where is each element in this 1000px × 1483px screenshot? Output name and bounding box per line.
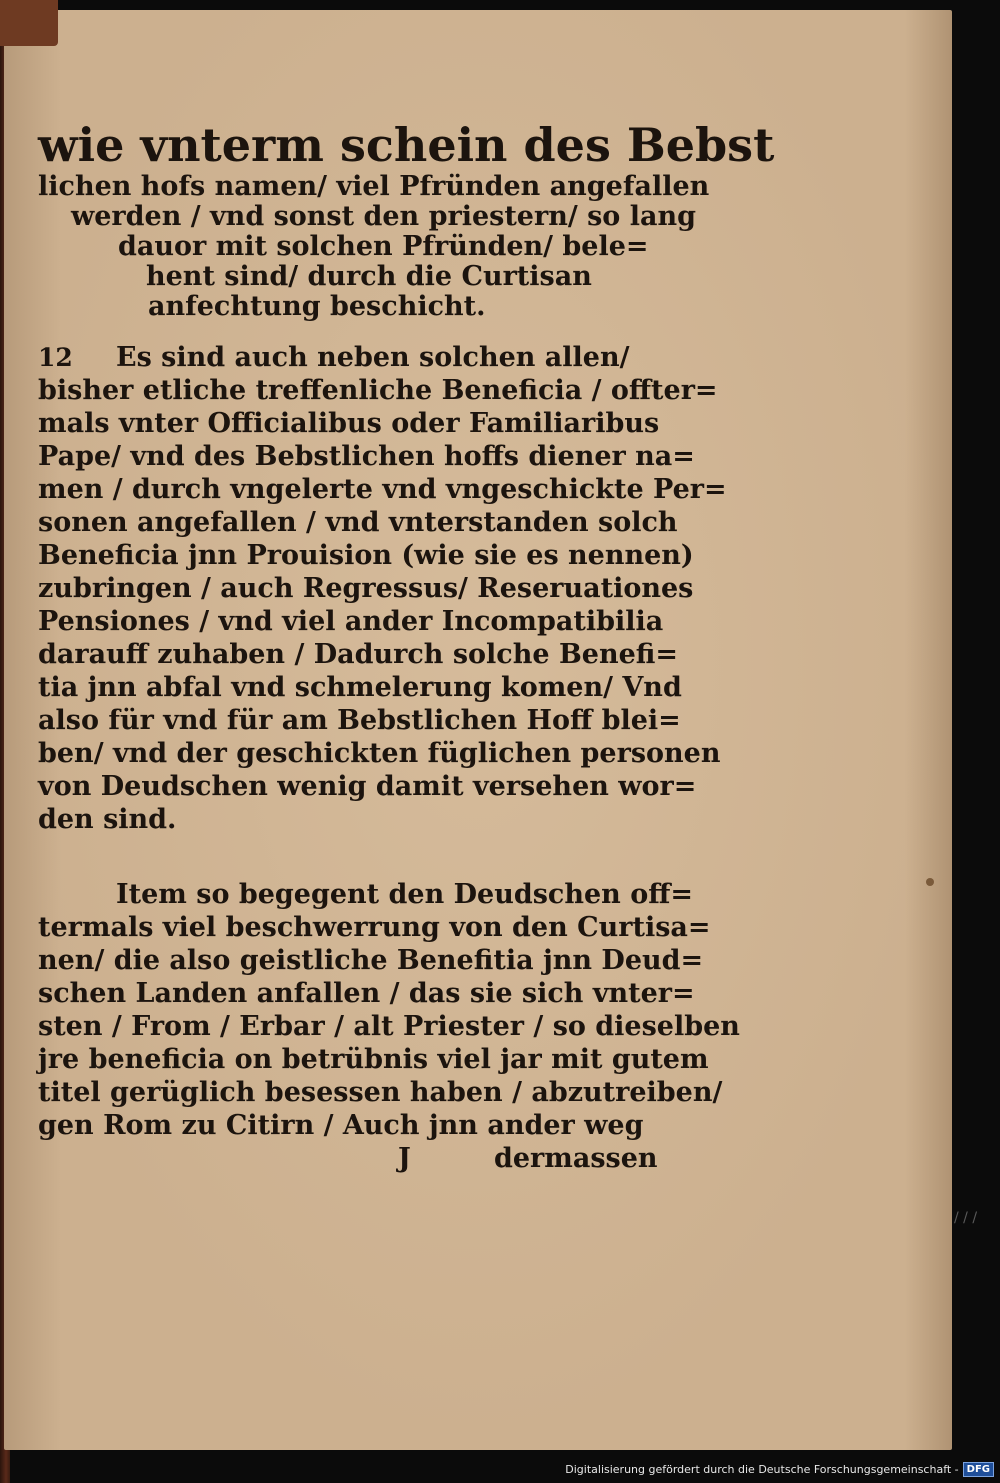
- paragraph-line: bisher etliche treffenliche Beneficia / offter=: [38, 374, 718, 406]
- paragraph-line: nen/ die also geistliche Benefitia jnn Deud=: [38, 944, 704, 976]
- paragraph-line: zubringen / auch Regressus/ Reseruationes: [38, 572, 694, 604]
- paragraph-line: tia jnn abfal vnd schmelerung komen/ Vnd: [38, 671, 682, 703]
- paragraph-line: sonen angefallen / vnd vnterstanden solch: [38, 506, 678, 538]
- heading-line-2: lichen hofs namen/ viel Pfründen angefallen: [38, 170, 710, 202]
- paragraph-line: sten / From / Erbar / alt Priester / so dieselben: [38, 1010, 740, 1042]
- paragraph-line: also für vnd für am Bebstlichen Hoff blei=: [38, 704, 681, 736]
- digitization-footer: [565, 1459, 994, 1479]
- paragraph-line: von Deudschen wenig damit versehen wor=: [38, 770, 697, 802]
- paragraph-line: ben/ vnd der geschickten füglichen personen: [38, 737, 721, 769]
- paragraph-line: gen Rom zu Citirn / Auch jnn ander weg: [38, 1109, 644, 1141]
- dfg-logo-icon: DFG: [963, 1462, 994, 1477]
- paragraph-2: [38, 878, 740, 1142]
- page-text: [38, 118, 775, 1175]
- paragraph-1: [38, 341, 727, 836]
- catchline: [38, 1142, 658, 1175]
- paragraph-line: Item so begegent den Deudschen off=: [116, 878, 693, 910]
- paragraph-line: Beneficia jnn Prouision (wie sie es nennen): [38, 539, 694, 571]
- paragraph-line: titel gerüglich besessen haben / abzutreiben/: [38, 1076, 723, 1108]
- paragraph-line: jre beneficia on betrübnis viel jar mit gutem: [38, 1043, 709, 1075]
- heading-line-3: werden / vnd sonst den priestern/ so lang: [71, 200, 696, 232]
- ink-spot: [926, 878, 934, 886]
- heading-line-4: dauor mit solchen Pfründen/ bele=: [118, 230, 649, 262]
- catchword: dermassen: [494, 1142, 658, 1174]
- paragraph-line: Pape/ vnd des Bebstlichen hoffs diener na=: [38, 440, 695, 472]
- paragraph-line: Pensiones / vnd viel ander Incompatibilia: [38, 605, 664, 637]
- paragraph-line: termals viel beschwerrung von den Curtisa=: [38, 911, 711, 943]
- footer-credit: Digitalisierung gefördert durch die Deutsche Forschungsgemeinschaft -: [565, 1462, 959, 1476]
- scan-artifact: / / /: [954, 1210, 978, 1226]
- heading-line-5: hent sind/ durch die Curtisan: [146, 261, 592, 293]
- signature-mark: J: [398, 1142, 411, 1174]
- paragraph-line: darauff zuhaben / Dadurch solche Benefi=: [38, 638, 679, 670]
- paragraph-line: mals vnter Officialibus oder Familiaribus: [38, 407, 660, 439]
- marginal-number: 12: [38, 342, 73, 372]
- heading-line-6: anfechtung beschicht.: [148, 291, 486, 323]
- heading-line-1: wie vnterm schein des Bebst: [38, 118, 775, 172]
- paragraph-line: den sind.: [38, 803, 177, 835]
- cover-corner: [0, 0, 58, 46]
- paragraph-line: schen Landen anfallen / das sie sich vnter=: [38, 977, 695, 1009]
- paragraph-line: men / durch vngelerte vnd vngeschickte Per=: [38, 473, 727, 505]
- paragraph-line: 12 Es sind auch neben solchen allen/: [38, 341, 630, 373]
